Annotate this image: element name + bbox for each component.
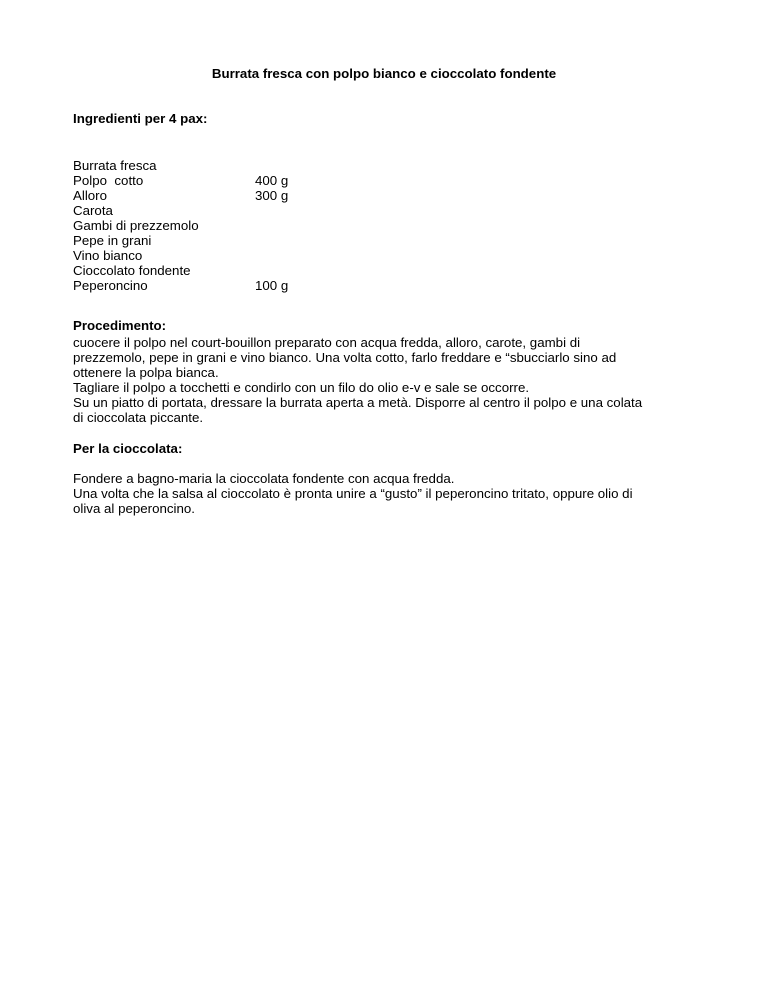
ingredient-name: Carota bbox=[73, 203, 113, 218]
ingredient-qty: 300 g bbox=[255, 188, 289, 203]
recipe-title: Burrata fresca con polpo bianco e cioccolato fondente bbox=[211, 66, 557, 81]
procedure-line: Su un piatto di portata, dressare la burrata aperta a metà. Disporre al centro il polpo e una colata bbox=[73, 395, 643, 410]
ingredient-name: Pepe in grani bbox=[73, 233, 152, 248]
ingredient-name: Polpo cotto bbox=[73, 173, 144, 188]
procedure-line: Tagliare il polpo a tocchetti e condirlo con un filo do olio e-v e sale se occorre. bbox=[73, 380, 530, 395]
chocolate-line: Una volta che la salsa al cioccolato è pronta unire a “gusto” il peperoncino tritato, oppure olio di bbox=[73, 486, 633, 501]
ingredient-name: Cioccolato fondente bbox=[73, 263, 191, 278]
procedure-line: di cioccolata piccante. bbox=[73, 410, 204, 425]
procedure-line: ottenere la polpa bianca. bbox=[73, 365, 219, 380]
chocolate-line: Fondere a bagno-maria la cioccolata fondente con acqua fredda. bbox=[73, 471, 455, 486]
ingredient-qty: 100 g bbox=[255, 278, 289, 293]
procedure-line: prezzemolo, pepe in grani e vino bianco. Una volta cotto, farlo freddare e “sbucciarlo sino ad bbox=[73, 350, 617, 365]
ingredient-name: Burrata fresca bbox=[73, 158, 157, 173]
ingredients-list bbox=[73, 143, 373, 293]
ingredient-row bbox=[73, 188, 373, 218]
procedure-heading: Procedimento: bbox=[73, 318, 167, 333]
ingredient-name: Alloro bbox=[73, 188, 107, 203]
chocolate-text bbox=[73, 471, 693, 516]
chocolate-line: oliva al peperoncino. bbox=[73, 501, 195, 516]
ingredients-heading: Ingredienti per 4 pax: bbox=[73, 111, 208, 126]
ingredient-qty: 400 g bbox=[255, 173, 289, 188]
chocolate-heading: Per la cioccolata: bbox=[73, 441, 183, 456]
ingredient-row bbox=[73, 218, 373, 248]
ingredient-row bbox=[73, 233, 373, 263]
ingredient-row bbox=[73, 203, 373, 233]
procedure-text bbox=[73, 335, 693, 425]
procedure-line: cuocere il polpo nel court-bouillon preparato con acqua fredda, alloro, carote, gambi di bbox=[73, 335, 581, 350]
ingredient-name: Vino bianco bbox=[73, 248, 143, 263]
ingredient-name: Gambi di prezzemolo bbox=[73, 218, 199, 233]
ingredient-name: Peperoncino bbox=[73, 278, 148, 293]
